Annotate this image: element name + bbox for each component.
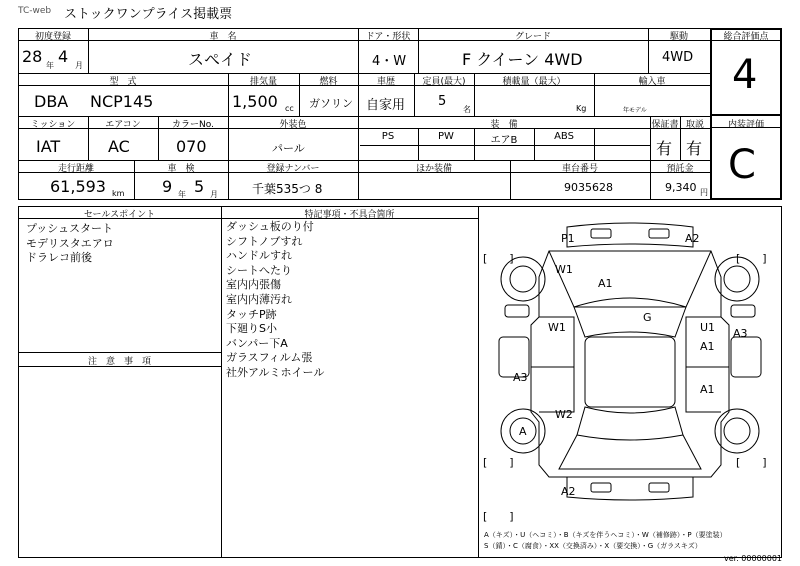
label-car-name: 車 名 <box>209 32 237 42</box>
label-caution: 注 意 事 項 <box>87 357 151 367</box>
logo: TC-web <box>18 6 52 16</box>
label-grade: グレード <box>514 32 551 42</box>
bracket-note: [ ] <box>483 252 514 265</box>
import-note: 年モデル <box>623 107 647 114</box>
plate-number: 千葉535つ 8 <box>252 182 323 196</box>
label-overall-score: 総合評価点 <box>723 32 769 42</box>
chassis-no: 9035628 <box>564 181 613 194</box>
defect-item: 室内内薄汚れ <box>226 293 292 306</box>
displacement: 1,500 <box>232 92 278 111</box>
model-prefix: DBA <box>34 92 69 111</box>
bracket-note: [ ] <box>736 456 767 469</box>
damage-mark: W1 <box>548 321 566 334</box>
damage-mark: A <box>519 425 527 438</box>
aircon: AC <box>108 137 130 156</box>
bracket-note: [ ] <box>736 252 767 265</box>
label-notes: 特記事項・不具合箇所 <box>304 210 395 220</box>
page-title: ストックワンプライス掲載票 <box>64 7 233 22</box>
load-unit: Kg <box>576 104 587 113</box>
label-load: 積載量（最大） <box>502 77 566 87</box>
sales-point-item: モデリスタエアロ <box>26 236 114 250</box>
bracket-note: [ ] <box>483 456 514 469</box>
label-plate: 登録ナンバー <box>266 164 320 174</box>
label-other-equip: ほか装備 <box>415 164 452 174</box>
label-warranty: 保証書 <box>651 120 679 130</box>
equip-airbag: エアB <box>490 135 518 146</box>
first-reg-year: 28 <box>22 47 43 66</box>
capacity: 5 <box>438 94 447 109</box>
defect-item: 室内内張傷 <box>226 278 281 292</box>
defect-item: ハンドルすれ <box>226 249 292 263</box>
defect-item: ダッシュ板のり付 <box>226 220 314 233</box>
grade: F クイーン 4WD <box>462 50 583 69</box>
label-ext-color: 外装色 <box>279 120 307 130</box>
label-fuel: 燃料 <box>319 77 338 87</box>
car-name: スペイド <box>188 50 253 69</box>
first-reg-month-unit: 月 <box>75 61 83 70</box>
legend-line: A（キズ）・U（ヘコミ）・B（キズを伴うヘコミ）・W（補修跡）・P（要塗装） <box>484 531 727 539</box>
door-shape: 4・W <box>372 54 407 69</box>
damage-mark: A2 <box>561 485 576 498</box>
label-mileage: 走行距離 <box>57 164 94 174</box>
inspection-year: 9 <box>162 177 173 196</box>
price: 9,340 <box>665 181 697 194</box>
km-unit: km <box>112 189 125 198</box>
mission: IAT <box>36 137 61 156</box>
inspection-month-unit: 月 <box>210 190 218 199</box>
defect-item: シートへたり <box>226 263 292 277</box>
label-color-no: カラーNo. <box>172 120 214 130</box>
info-table <box>18 28 712 200</box>
color-no: 070 <box>176 137 207 156</box>
bracket-note: [ ] <box>483 510 514 523</box>
label-mission: ミッション <box>30 120 76 130</box>
label-door-shape: ドア・形状 <box>365 32 411 42</box>
damage-mark: U1 <box>700 321 716 334</box>
equip-ps: PS <box>381 131 395 142</box>
version: ver. 00000001 <box>724 554 783 563</box>
defect-item: 下廻りS小 <box>226 322 277 336</box>
history: 自家用 <box>366 98 406 113</box>
sales-point-item: プッシュスタート <box>26 222 114 235</box>
label-model: 型 式 <box>109 77 137 87</box>
equip-abs: ABS <box>554 131 574 142</box>
damage-mark: A2 <box>685 232 700 245</box>
legend-line: S（錆）・C（腐食）・XX（交換済み）・X（要交換）・G（ガラスキズ） <box>484 542 702 550</box>
label-equipment: 装 備 <box>490 120 518 130</box>
inspection-month: 5 <box>194 177 205 196</box>
label-import: 輸入車 <box>638 77 666 87</box>
damage-mark: P1 <box>561 232 575 245</box>
defect-item: シフトノブすれ <box>226 234 303 248</box>
overall-score: 4 <box>732 52 758 98</box>
damage-mark: A1 <box>598 277 613 290</box>
label-inspection: 車 検 <box>167 164 195 174</box>
damage-mark: A1 <box>700 383 715 396</box>
ext-color: パール <box>272 142 305 155</box>
interior-score: C <box>728 142 756 188</box>
label-aircon: エアコン <box>105 120 141 130</box>
damage-mark: A3 <box>513 371 528 384</box>
label-history: 車歴 <box>376 77 395 87</box>
inspection-year-unit: 年 <box>178 190 186 199</box>
cc-unit: cc <box>285 104 294 113</box>
label-manual: 取説 <box>685 120 704 130</box>
defect-item: ガラスフィルム張 <box>226 351 313 365</box>
damage-mark: G <box>643 311 652 324</box>
label-sales-point: セールスポイント <box>83 210 156 220</box>
label-price: 預託金 <box>666 164 694 174</box>
label-first-reg: 初度登録 <box>34 32 71 42</box>
label-drive: 駆動 <box>669 32 688 42</box>
first-reg-year-unit: 年 <box>46 61 54 70</box>
drive: 4WD <box>662 50 694 65</box>
label-interior-score: 内装評価 <box>727 120 764 130</box>
damage-mark: A3 <box>733 327 748 340</box>
equip-pw: PW <box>438 131 454 142</box>
manual: 有 <box>686 139 703 158</box>
capacity-unit: 名 <box>463 105 471 114</box>
defect-item: タッチP跡 <box>226 307 277 321</box>
damage-mark: W1 <box>555 263 573 276</box>
damage-mark: A1 <box>700 340 715 353</box>
damage-mark: W2 <box>555 408 573 421</box>
defect-item: バンパー下A <box>226 336 288 350</box>
label-capacity: 定員(最大) <box>422 77 466 87</box>
defect-item: 社外アルミホイール <box>226 366 325 379</box>
label-chassis-no: 車台番号 <box>561 164 598 174</box>
first-reg-month: 4 <box>58 47 69 66</box>
model-code: NCP145 <box>90 92 154 111</box>
fuel: ガソリン <box>309 97 353 110</box>
label-displacement: 排気量 <box>249 77 277 87</box>
yen-unit: 円 <box>700 188 708 197</box>
warranty: 有 <box>656 139 673 158</box>
mileage: 61,593 <box>50 177 106 196</box>
sales-point-item: ドラレコ前後 <box>26 251 92 265</box>
